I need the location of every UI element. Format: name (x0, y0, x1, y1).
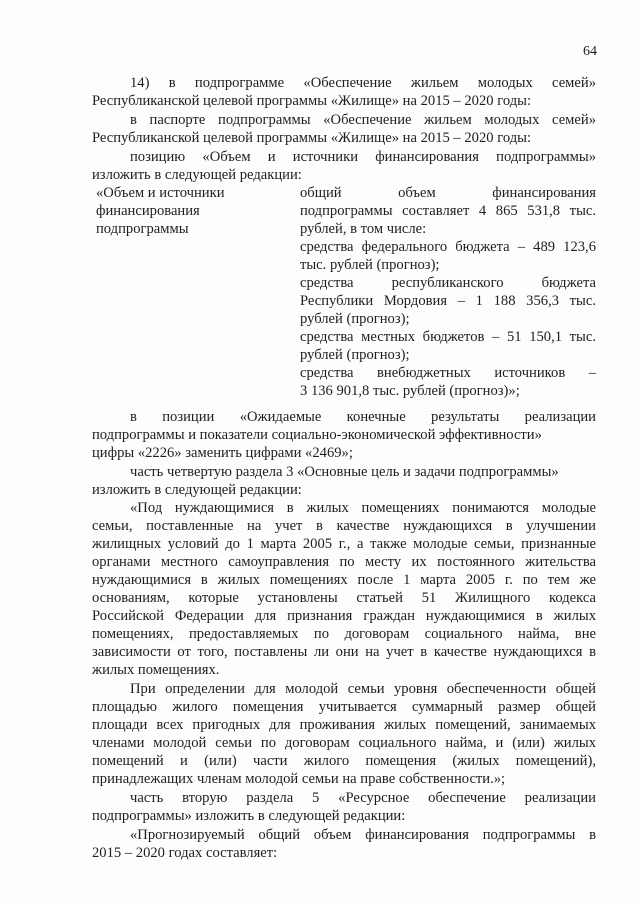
table-right-line: 3 136 901,8 тыс. рублей (прогноз)»; (300, 383, 520, 399)
body-line: площадью жилого помещения учитывается суммарный размер общей (92, 699, 596, 715)
table-right-line: рублей (прогноз); (300, 311, 410, 327)
intro-line: Республиканской целевой программы «Жилище» на 2015 – 2020 годы: (92, 93, 532, 109)
intro-line: 14) в подпрограмме «Обеспечение жильем молодых семей» (130, 75, 596, 91)
body-line: членами молодой семьи по договорам социального найма, и (или) жилых (92, 735, 596, 751)
body-line: цифры «2226» заменить цифрами «2469»; (92, 445, 353, 461)
intro-line: позицию «Объем и источники финансирования подпрограммы» (130, 149, 596, 165)
table-right-line: рублей (прогноз); (300, 347, 410, 363)
body-line: нуждающимися в жилых помещениях после 1 марта 2005 г. по тем же (92, 572, 596, 588)
table-right-line: средства федерального бюджета – 489 123,6 (300, 239, 596, 255)
table-left-line: «Объем и источники (96, 185, 225, 201)
body-line: «Прогнозируемый общий объем финансирования подпрограммы в (130, 827, 596, 843)
table-left-line: подпрограммы (96, 221, 189, 237)
body-line: жилищных условий до 1 марта 2005 г., а также молодые семьи, признанные (92, 536, 596, 552)
table-right-line: общий объем финансирования (300, 185, 596, 201)
body-line: принадлежащих членам молодой семьи на праве собственности.»; (92, 771, 506, 787)
body-line: При определении для молодой семьи уровня обеспеченности общей (130, 681, 596, 697)
table-right-line: средства республиканского бюджета (300, 275, 596, 291)
table-right-line: средства местных бюджетов – 51 150,1 тыс. (300, 329, 596, 345)
page-number: 64 (583, 44, 597, 59)
table-left-line: финансирования (96, 203, 200, 219)
body-line: жилых помещениях. (92, 662, 220, 678)
intro-line: Республиканской целевой программы «Жилище» на 2015 – 2020 годы: (92, 130, 532, 146)
body-line: часть четвертую раздела 3 «Основные цель и задачи подпрограммы» (130, 464, 559, 480)
body-line: «Под нуждающимися в жилых помещениях понимаются молодые (130, 500, 596, 516)
body-line: семьи, поставленные на учет в качестве нуждающихся в улучшении (92, 518, 596, 534)
body-line: в позиции «Ожидаемые конечные результаты реализации (130, 409, 596, 425)
body-line: изложить в следующей редакции: (92, 482, 302, 498)
table-right-line: Республики Мордовия – 1 188 356,3 тыс. (300, 293, 596, 309)
table-right-line: подпрограммы составляет 4 865 531,8 тыс. (300, 203, 596, 219)
body-line: зависимости от того, поставлены ли они на учет в качестве нуждающихся в (92, 644, 596, 660)
body-line: часть вторую раздела 5 «Ресурсное обеспечение реализации (130, 790, 596, 806)
body-line: помещений и (или) части жилого помещения (жилых помещений), (92, 753, 596, 769)
body-line: площади всех пригодных для проживания жилых помещений, занимаемых (92, 717, 596, 733)
table-right-line: средства внебюджетных источников – (300, 365, 596, 381)
body-line: 2015 – 2020 годах составляет: (92, 845, 278, 861)
intro-line: в паспорте подпрограммы «Обеспечение жильем молодых семей» (130, 112, 596, 128)
body-line: помещениях, предоставляемых по договорам социального найма, вне (92, 626, 596, 642)
body-line: Российской Федерации для признания граждан нуждающимися в жилых (92, 608, 596, 624)
body-line: органами местного самоуправления по месту их постоянного жительства (92, 554, 596, 570)
body-line: подпрограммы» изложить в следующей редакции: (92, 808, 406, 824)
table-right-line: рублей, в том числе: (300, 221, 427, 237)
body-line: подпрограммы и показатели социально-экономической эффективности» (92, 427, 542, 443)
body-line: основаниям, которые установлены статьей 51 Жилищного кодекса (92, 590, 596, 606)
intro-line: изложить в следующей редакции: (92, 167, 302, 183)
table-right-line: тыс. рублей (прогноз); (300, 257, 440, 273)
